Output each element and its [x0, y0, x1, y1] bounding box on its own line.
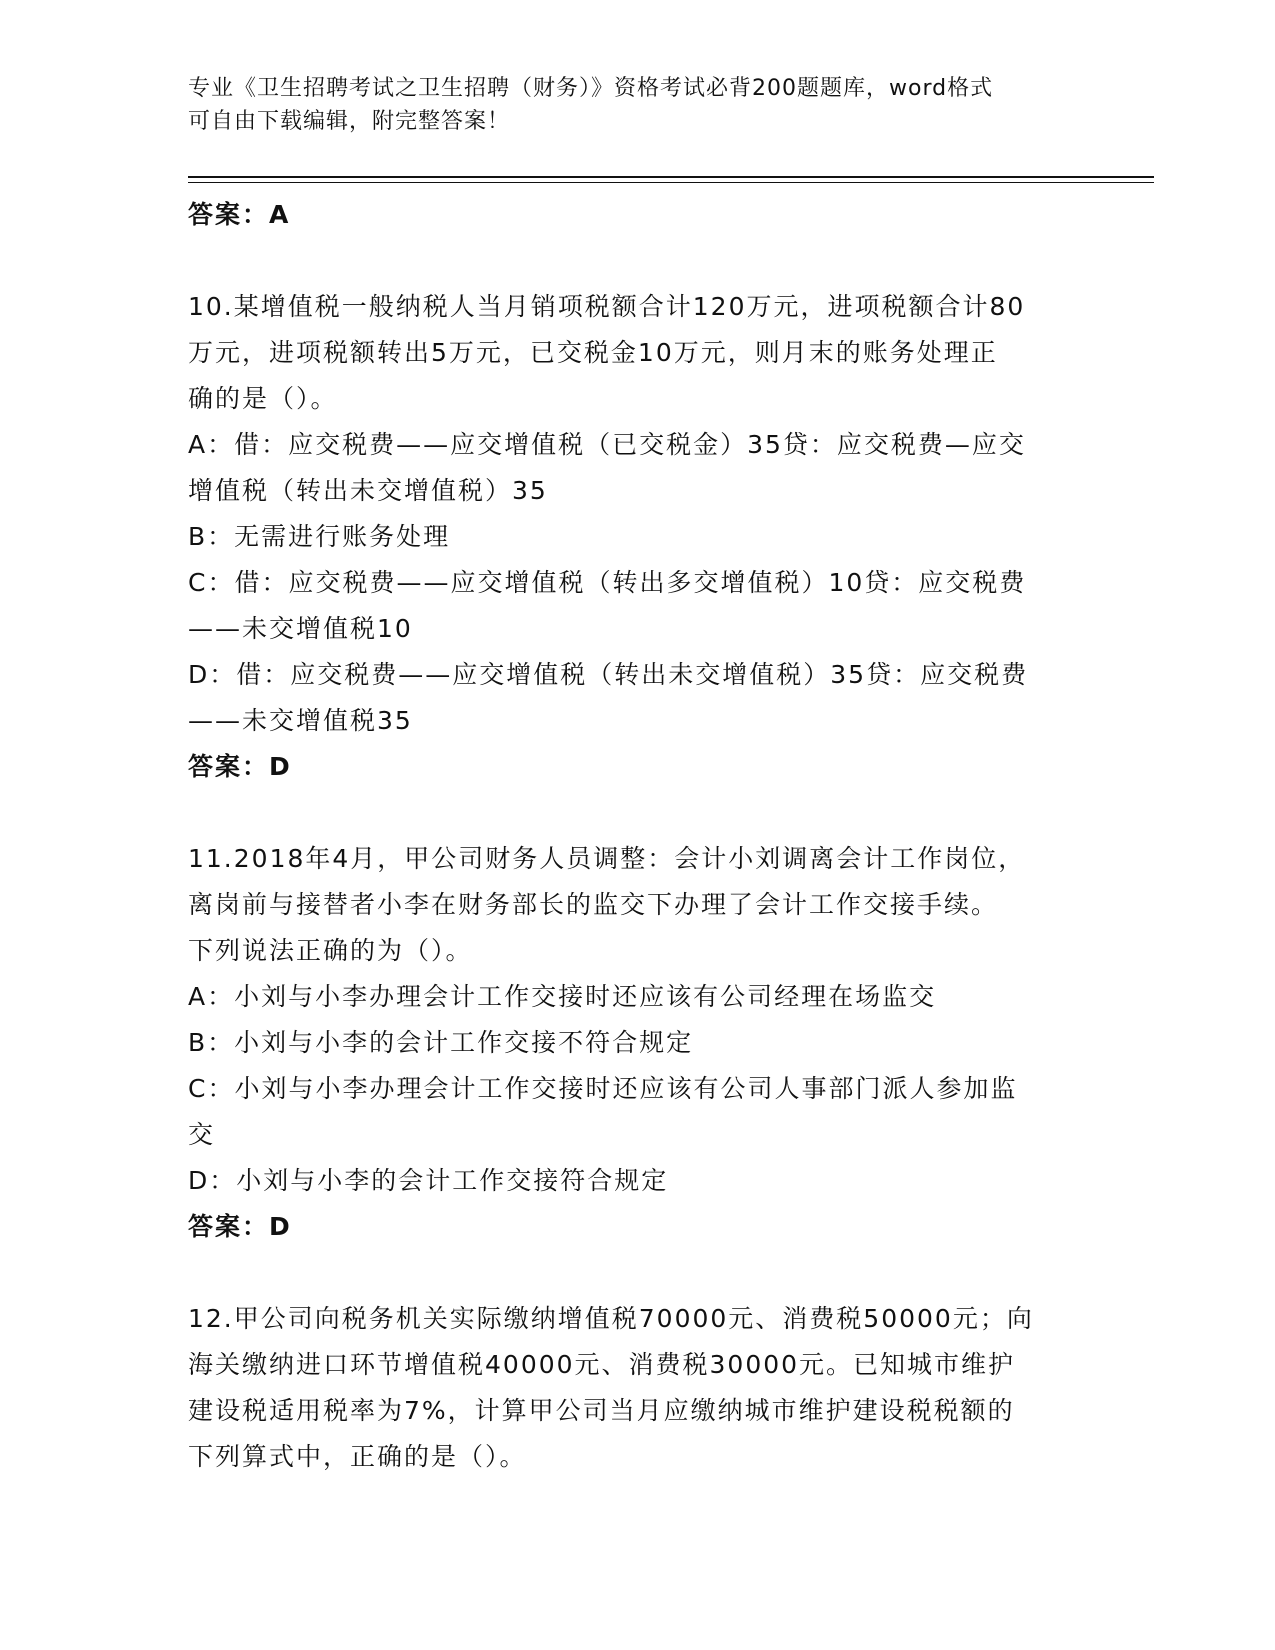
question-text-line: 10.某增值税一般纳税人当月销项税额合计120万元，进项税额合计80: [188, 292, 1026, 321]
option-b: B：小刘与小李的会计工作交接不符合规定: [188, 1028, 694, 1057]
question-text-line: 11.2018年4月，甲公司财务人员调整：会计小刘调离会计工作岗位，: [188, 844, 1026, 873]
question-text-line: 建设税适用税率为7%，计算甲公司当月应缴纳城市维护建设税税额的: [188, 1396, 1015, 1425]
option-a: A：小刘与小李办理会计工作交接时还应该有公司经理在场监交: [188, 982, 937, 1011]
option-d-cont: ——未交增值税35: [188, 706, 413, 735]
question-text-line: 万元，进项税额转出5万元，已交税金10万元，则月末的账务处理正: [188, 338, 998, 367]
question-11: [188, 836, 1088, 1250]
question-text-line: 海关缴纳进口环节增值税40000元、消费税30000元。已知城市维护: [188, 1350, 1016, 1379]
option-d: D：借：应交税费——应交增值税（转出未交增值税）35贷：应交税费: [188, 660, 1029, 689]
document-header: [188, 72, 1068, 138]
header-divider-thick: [188, 176, 1154, 178]
answer-previous: 答案：A: [188, 200, 291, 229]
header-line-1: 专业《卫生招聘考试之卫生招聘（财务）》资格考试必背200题题库，word格式: [188, 76, 994, 101]
option-c-cont: ——未交增值税10: [188, 614, 413, 643]
answer-10: 答案：D: [188, 752, 292, 781]
question-text-line: 下列说法正确的为（）。: [188, 936, 473, 965]
header-divider-thin: [188, 182, 1154, 183]
answer-11: 答案：D: [188, 1212, 292, 1241]
question-10: [188, 284, 1088, 790]
question-text-line: 离岗前与接替者小李在财务部长的监交下办理了会计工作交接手续。: [188, 890, 999, 919]
option-a-cont: 增值税（转出未交增值税）35: [188, 476, 548, 505]
option-b: B：无需进行账务处理: [188, 522, 451, 551]
option-c-cont: 交: [188, 1120, 216, 1149]
question-12: [188, 1296, 1088, 1480]
header-line-2: 可自由下载编辑，附完整答案！: [188, 109, 511, 134]
option-c: C：小刘与小李办理会计工作交接时还应该有公司人事部门派人参加监: [188, 1074, 1018, 1103]
option-a: A：借：应交税费——应交增值税（已交税金）35贷：应交税费—应交: [188, 430, 1026, 459]
question-text-line: 下列算式中，正确的是（）。: [188, 1442, 527, 1471]
document-body: [188, 192, 1088, 1480]
option-c: C：借：应交税费——应交增值税（转出多交增值税）10贷：应交税费: [188, 568, 1027, 597]
question-text-line: 12.甲公司向税务机关实际缴纳增值税70000元、消费税50000元；向: [188, 1304, 1034, 1333]
question-text-line: 确的是（）。: [188, 384, 338, 413]
option-d: D：小刘与小李的会计工作交接符合规定: [188, 1166, 669, 1195]
